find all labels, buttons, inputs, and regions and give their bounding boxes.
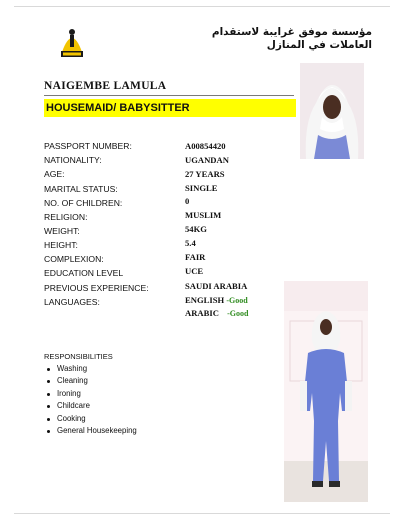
portrait-photo (300, 63, 364, 159)
candidate-name: NAIGEMBE LAMULA (44, 80, 167, 92)
language-arabic-level: -Good (227, 309, 249, 318)
language-arabic-name: ARABIC (185, 308, 219, 318)
responsibilities-list (44, 363, 137, 437)
label-weight: WEIGHT: (44, 226, 80, 236)
label-age: AGE: (44, 169, 65, 179)
list-item: Cleaning (44, 375, 137, 387)
label-height: HEIGHT: (44, 240, 78, 250)
value-marital-status: SINGLE (185, 183, 218, 193)
list-item: Washing (44, 363, 137, 375)
value-age: 27 YEARS (185, 169, 225, 179)
language-english (185, 295, 248, 305)
value-religion: MUSLIM (185, 210, 222, 220)
list-item: General Housekeeping (44, 425, 137, 437)
value-weight: 54KG (185, 224, 207, 234)
company-name: مؤسسة موفق غرايبة لاستقدام العاملات في المنازل (211, 26, 372, 51)
label-religion: RELIGION: (44, 212, 88, 222)
value-height: 5.4 (185, 238, 196, 248)
value-education: UCE (185, 266, 204, 276)
value-passport-number: A00854420 (185, 141, 226, 151)
label-languages: LANGUAGES: (44, 297, 100, 307)
value-children: 0 (185, 196, 190, 206)
label-education: EDUCATION LEVEL (44, 268, 124, 278)
full-body-photo (284, 281, 368, 502)
list-item: Childcare (44, 400, 137, 412)
label-nationality: NATIONALITY: (44, 155, 102, 165)
label-experience: PREVIOUS EXPERIENCE: (44, 283, 149, 293)
value-nationality: UGANDAN (185, 155, 229, 165)
language-english-name: ENGLISH (185, 295, 225, 305)
list-item: Ironing (44, 388, 137, 400)
company-logo (58, 22, 86, 58)
label-complexion: COMPLEXION: (44, 254, 104, 264)
label-marital-status: MARITAL STATUS: (44, 184, 118, 194)
value-complexion: FAIR (185, 252, 206, 262)
responsibilities-title: RESPONSIBILITIES (44, 352, 113, 361)
label-children: NO. OF CHILDREN: (44, 198, 123, 208)
value-experience: SAUDI ARABIA (185, 281, 248, 291)
name-divider (44, 95, 294, 96)
label-passport-number: PASSPORT NUMBER: (44, 141, 132, 151)
candidate-position: HOUSEMAID/ BABYSITTER (46, 102, 190, 114)
language-arabic (185, 308, 248, 318)
language-english-level: -Good (226, 296, 248, 305)
list-item: Cooking (44, 413, 137, 425)
